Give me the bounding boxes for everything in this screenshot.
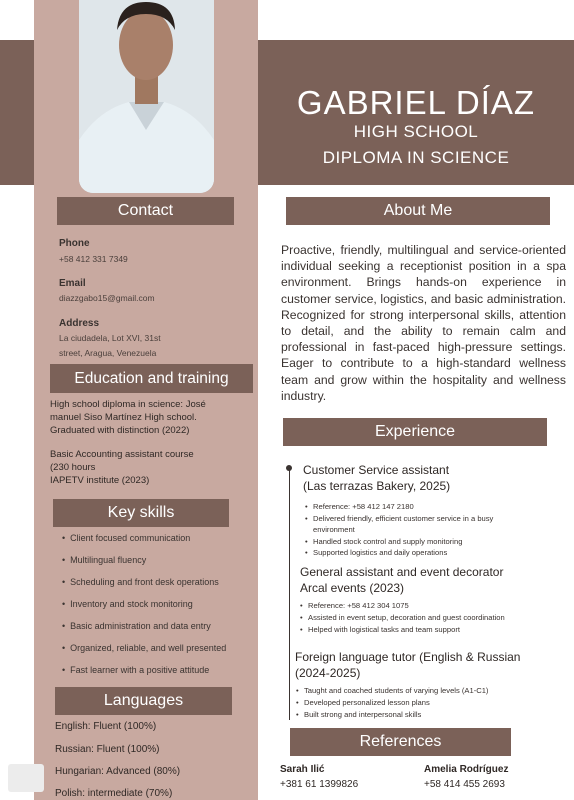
corner-widget[interactable] bbox=[8, 764, 44, 792]
job-title: Customer Service assistant (Las terrazas Bakery, 2025) bbox=[303, 463, 451, 493]
about-text: Proactive, friendly, multilingual and service-oriented individual seeking a receptionist position in a spa environment. Brings hands-on experience in customer service, logistics, and basic administration. Recognized for strong interpersonal skills, attention to detail, and the ability to remain calm and professional in fast-paced high-pressure settings. Eager to contribute to a high-standard wellness team and grow within the hospitality and wellness industry. bbox=[281, 243, 566, 403]
phone-label: Phone bbox=[59, 238, 90, 249]
language-item: English: Fluent (100%) bbox=[55, 721, 157, 732]
reference-phone: +381 61 1399826 bbox=[280, 779, 359, 790]
language-item: Hungarian: Advanced (80%) bbox=[55, 766, 181, 777]
job-bullet: • Assisted in event setup, decoration and guest coordination bbox=[308, 612, 505, 623]
experience-header: Experience bbox=[283, 418, 547, 446]
job-bullet: • Reference: +58 412 304 1075 bbox=[308, 600, 409, 611]
reference-name: Sarah Ilić bbox=[280, 764, 325, 775]
skills-header: Key skills bbox=[53, 499, 229, 527]
language-item: Polish: intermediate (70%) bbox=[55, 788, 173, 799]
job-bullet: • Built strong and interpersonal skills bbox=[304, 709, 421, 720]
email-value: diazzgabo15@gmail.com bbox=[59, 293, 155, 303]
reference-phone: +58 414 455 2693 bbox=[424, 779, 505, 790]
skill-item: • Multilingual fluency bbox=[62, 555, 146, 565]
subtitle-line2: DIPLOMA IN SCIENCE bbox=[322, 148, 510, 167]
languages-header: Languages bbox=[55, 687, 232, 715]
education-item-1: High school diploma in science: José manuel Siso Martínez High school. Graduated with distinction (2022) bbox=[50, 399, 206, 436]
timeline-dot bbox=[286, 465, 292, 471]
job-bullet: • Supported logistics and daily operations bbox=[313, 547, 447, 558]
education-header: Education and training bbox=[50, 364, 253, 393]
language-item: Russian: Fluent (100%) bbox=[55, 744, 160, 755]
address-label: Address bbox=[59, 318, 100, 329]
job-bullet: • Delivered friendly, efficient customer service in a busy bbox=[313, 513, 493, 524]
skill-item: • Inventory and stock monitoring bbox=[62, 599, 193, 609]
about-header: About Me bbox=[286, 197, 550, 225]
references-header: References bbox=[290, 728, 511, 756]
timeline-line bbox=[289, 469, 290, 720]
skill-item: • Scheduling and front desk operations bbox=[62, 577, 219, 587]
subtitle-line1: HIGH SCHOOL bbox=[353, 122, 479, 141]
job-bullet: • Helped with logistical tasks and team support bbox=[308, 624, 460, 635]
job-bullet-continuation: environment bbox=[313, 525, 355, 534]
phone-value: +58 412 331 7349 bbox=[59, 254, 128, 264]
address-line1: La ciudadela, Lot XVI, 31st bbox=[59, 333, 161, 343]
job-bullet: • Handled stock control and supply monitoring bbox=[313, 536, 462, 547]
skill-item: • Organized, reliable, and well presented bbox=[62, 643, 226, 653]
address-line2: street, Aragua, Venezuela bbox=[59, 348, 157, 358]
job-bullet: • Developed personalized lesson plans bbox=[304, 697, 430, 708]
skill-item: • Client focused communication bbox=[62, 533, 190, 543]
job-title: General assistant and event decorator Arcal events (2023) bbox=[300, 565, 504, 595]
job-title: Foreign language tutor (English & Russian (2024-2025) bbox=[295, 650, 521, 680]
job-bullet: • Reference: +58 412 147 2180 bbox=[313, 501, 414, 512]
reference-name: Amelia Rodríguez bbox=[424, 764, 509, 775]
job-bullet: • Taught and coached students of varying levels (A1-C1) bbox=[304, 685, 488, 696]
profile-photo bbox=[79, 0, 214, 193]
skill-item: • Basic administration and data entry bbox=[62, 621, 211, 631]
email-label: Email bbox=[59, 278, 86, 289]
education-item-2: Basic Accounting assistant course (230 hours IAPETV institute (2023) bbox=[50, 449, 194, 486]
skill-item: • Fast learner with a positive attitude bbox=[62, 665, 209, 675]
contact-header: Contact bbox=[57, 197, 234, 225]
candidate-name: GABRIEL DÍAZ bbox=[296, 84, 536, 121]
